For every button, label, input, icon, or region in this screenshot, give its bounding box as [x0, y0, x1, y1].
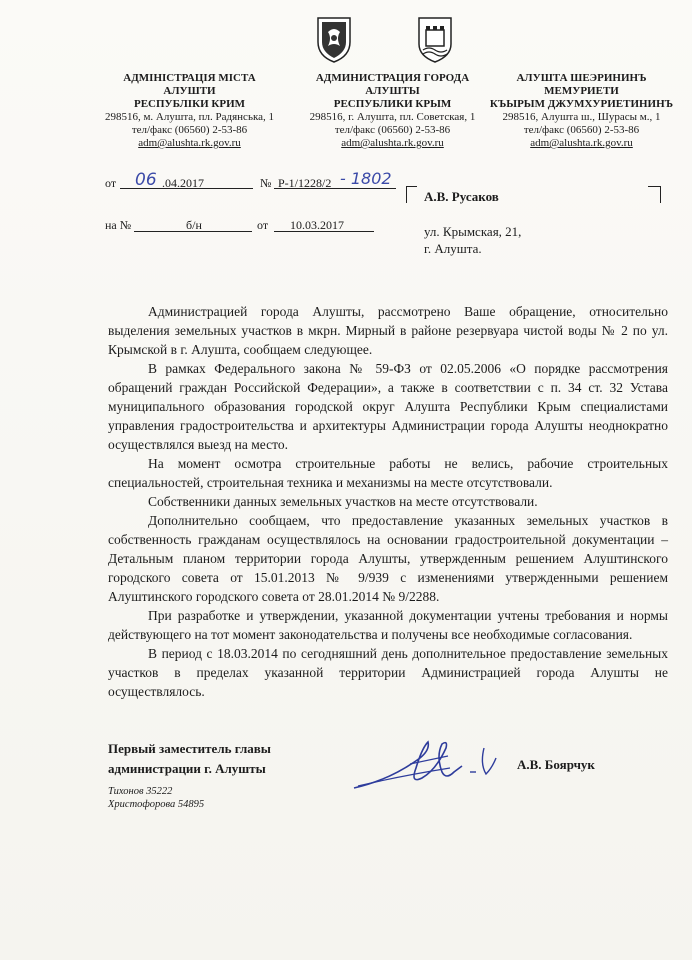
org-address: 298516, м. Алушта, пл. Радянська, 1: [104, 111, 275, 123]
org-name-line: АЛУШТЫ: [365, 85, 420, 97]
reply-number: б/н: [186, 218, 202, 232]
executor-line: Христофорова 54895: [108, 799, 205, 810]
org-phone: тел/факс (06560) 2-53-86: [523, 124, 640, 136]
header-left-ukrainian: [82, 72, 297, 150]
org-phone: тел/факс (06560) 2-53-86: [334, 124, 451, 136]
header-right-crimean-tatar: [474, 72, 689, 150]
org-name-line: РЕСПУБЛІКИ КРИМ: [133, 98, 246, 110]
crimea-coat-of-arms-icon: [314, 12, 354, 64]
handwritten-signature-icon: [350, 728, 510, 798]
header-center-russian: [285, 72, 500, 150]
org-email-link[interactable]: adm@alushta.rk.gov.ru: [341, 137, 444, 149]
org-name-line: МЕМУРИЕТИ: [544, 85, 619, 97]
letter-body: [108, 302, 668, 701]
org-address: 298516, Алушта ш., Шурасы м., 1: [502, 111, 661, 123]
body-paragraph: Дополнительно сообщаем, что предоставление указанных земельных участков в собственность гражданам осуществлялось на основании градостроительной документации – Детальным планом территории города Алушты, утвержденным решением Алуштинского городского совета от 15.01.2013 № 9/939 с изменениями утвержденными решением Алуштинского городского совета от 28.01.2014 № 9/2288.: [108, 513, 668, 604]
org-name-line: КЪЫРЫМ ДЖУМХУРИЕТИНИНЪ: [489, 98, 674, 110]
org-name-line: РЕСПУБЛИКИ КРЫМ: [333, 98, 452, 110]
body-paragraph: В рамках Федерального закона № 59-ФЗ от 02.05.2006 «О порядке рассмотрения обращений граждан Российской Федерации», а также в соответствии с п. 34 ст. 32 Устава муниципального образования городской округ Алушта Республики Крым специалистами управления градостроительства и архитектуры Администрации города Алушты неоднократно осуществлялся выезд на место.: [108, 361, 668, 452]
signatory-title-line: Первый заместитель главы: [108, 741, 271, 756]
signatory-name: А.В. Боярчук: [517, 757, 595, 772]
org-name-line: АДМІНІСТРАЦІЯ МІСТА: [123, 72, 256, 84]
number-label: №: [260, 176, 272, 190]
addressee-corner-right: [648, 186, 661, 203]
org-name-line: АЛУШТИ: [163, 85, 216, 97]
executors-block: [108, 785, 204, 811]
reply-date: 10.03.2017: [290, 218, 344, 232]
body-paragraph: На момент осмотра строительные работы не велись, рабочие строительных специальностей, строительная техника и механизмы на месте отсутствовали.: [108, 456, 668, 490]
date-printed: .04.2017: [162, 176, 204, 190]
addressee-city: г. Алушта.: [424, 241, 482, 256]
body-paragraph: Администрацией города Алушты, рассмотрено Ваше обращение, относительно выделения земельных участков в мкрн. Мирный в районе резервуара чистой воды № 2 по ул. Крымской в г. Алушта, сообщаем следующее.: [108, 304, 668, 357]
org-address: 298516, г. Алушта, пл. Советская, 1: [309, 111, 476, 123]
addressee-corner-left: [406, 186, 417, 203]
org-email-link[interactable]: adm@alushta.rk.gov.ru: [138, 137, 241, 149]
org-name-line: АЛУШТА ШЕЭРИНИНЪ: [516, 72, 647, 84]
outgoing-number: Р-1/1228/2: [278, 176, 332, 190]
reply-date-label: от: [257, 218, 269, 232]
org-name-line: АДМИНИСТРАЦИЯ ГОРОДА: [315, 72, 470, 84]
addressee-street: ул. Крымская, 21,: [424, 224, 522, 239]
outgoing-number-handwritten: - 1802: [340, 169, 392, 188]
body-paragraph: При разработке и утверждении, указанной документации учтены требования и нормы действующего на тот момент законодательства и получены все необходимые согласования.: [108, 608, 668, 642]
signatory-title-line: администрации г. Алушты: [108, 761, 266, 776]
body-paragraph: В период с 18.03.2014 по сегодняшний день дополнительное предоставление земельных участков в пределах указанной территории Администрацией города Алушты не осуществлялось.: [108, 646, 668, 699]
body-paragraph: Собственники данных земельных участков на месте отсутствовали.: [148, 494, 538, 509]
org-email-link[interactable]: adm@alushta.rk.gov.ru: [530, 137, 633, 149]
addressee-name: А.В. Русаков: [424, 189, 499, 204]
signatory-title: [108, 739, 271, 779]
date-label: от: [105, 176, 117, 190]
executor-line: Тихонов 35222: [108, 786, 173, 797]
org-phone: тел/факс (06560) 2-53-86: [131, 124, 248, 136]
reply-number-label: на №: [105, 218, 132, 232]
date-handwritten: 06: [135, 170, 157, 190]
alushta-coat-of-arms-icon: [415, 12, 455, 64]
